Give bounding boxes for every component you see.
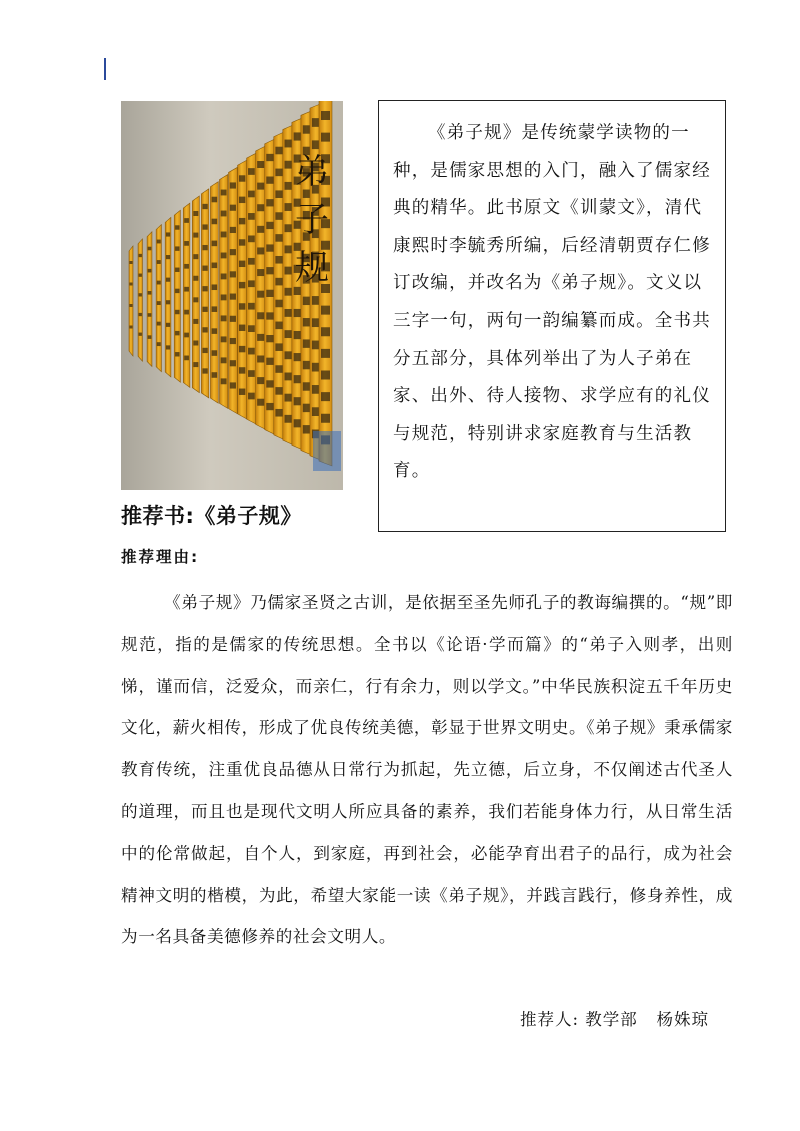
slat-character-mark xyxy=(184,333,189,338)
slat-character-mark xyxy=(202,245,207,250)
slat-character-mark xyxy=(175,225,179,229)
text-cursor-mark xyxy=(104,58,106,80)
slat-character-mark xyxy=(175,310,179,314)
slat-character-mark xyxy=(130,261,133,264)
slat-character-mark xyxy=(212,241,218,247)
slat-character-mark xyxy=(221,211,227,217)
slat-character-mark xyxy=(257,291,264,298)
slat-character-mark xyxy=(321,349,330,358)
slat-character-mark xyxy=(257,226,264,233)
slat-character-mark xyxy=(294,309,302,317)
slat-character-mark xyxy=(248,303,255,310)
slat-character-mark xyxy=(275,300,283,308)
slat-character-mark xyxy=(266,380,273,387)
slat-character-mark xyxy=(257,399,264,406)
slat-character-mark xyxy=(193,233,198,238)
slat-character-mark xyxy=(139,313,142,316)
slat-character-mark xyxy=(294,353,302,361)
photo-title-glyph: 规 xyxy=(295,248,329,288)
slat-character-mark xyxy=(285,288,293,296)
slat-character-mark xyxy=(294,132,302,140)
slat-character-mark xyxy=(275,278,283,286)
slat-character-mark xyxy=(148,313,152,317)
slat-character-mark xyxy=(266,154,273,161)
slat-character-mark xyxy=(212,350,218,356)
slat-character-mark xyxy=(157,260,161,264)
slat-character-mark xyxy=(184,356,189,361)
slat-character-mark xyxy=(157,240,161,244)
slat-character-mark xyxy=(257,334,264,341)
slat-character-mark xyxy=(221,336,227,342)
slat-character-mark xyxy=(321,392,330,401)
slat-character-mark xyxy=(139,274,142,277)
slat-character-mark xyxy=(275,387,283,395)
slat-character-mark xyxy=(285,161,293,169)
slat-character-mark xyxy=(148,269,152,273)
slat-character-mark xyxy=(266,290,273,297)
slat-character-mark xyxy=(248,370,255,377)
slat-character-mark xyxy=(248,348,255,355)
slat-character-mark xyxy=(266,199,273,206)
slat-character-mark xyxy=(148,291,152,295)
slat-character-mark xyxy=(166,232,170,236)
slat-character-mark xyxy=(248,235,255,242)
slat-character-mark xyxy=(193,341,198,346)
slat-character-mark xyxy=(257,161,264,168)
slat-character-mark xyxy=(275,256,283,264)
slat-character-mark xyxy=(157,281,161,285)
slat-character-mark xyxy=(221,273,227,279)
slat-character-mark xyxy=(294,397,302,405)
slat-character-mark xyxy=(239,325,245,331)
slat-character-mark xyxy=(239,239,245,245)
slat-character-mark xyxy=(230,205,236,211)
slat-character-mark xyxy=(139,254,142,257)
slat-character-mark xyxy=(157,342,161,346)
slat-character-mark xyxy=(321,327,330,336)
slat-character-mark xyxy=(266,312,273,319)
slat-character-mark xyxy=(321,414,330,423)
slat-character-mark xyxy=(193,211,198,216)
slat-character-mark xyxy=(257,356,264,363)
slat-character-mark xyxy=(266,222,273,229)
slat-character-mark xyxy=(294,375,302,383)
slat-character-mark xyxy=(175,331,179,335)
dizigui-bamboo-scroll-photo xyxy=(121,101,343,490)
slat-character-mark xyxy=(257,204,264,211)
slat-character-mark xyxy=(230,271,236,277)
bamboo-slat xyxy=(165,217,171,377)
slat-character-mark xyxy=(266,267,273,274)
slat-character-mark xyxy=(148,247,152,251)
slat-character-mark xyxy=(239,261,245,267)
slat-character-mark xyxy=(139,293,142,296)
slat-character-mark xyxy=(294,331,302,339)
slat-character-mark xyxy=(266,177,273,184)
slat-character-mark xyxy=(266,335,273,342)
slat-character-mark xyxy=(275,365,283,373)
slat-character-mark xyxy=(221,315,227,321)
slat-character-mark xyxy=(221,253,227,259)
bamboo-slat xyxy=(219,175,227,409)
slat-character-mark xyxy=(221,190,227,196)
slat-character-mark xyxy=(266,403,273,410)
slat-character-mark xyxy=(239,197,245,203)
slat-character-mark xyxy=(257,377,264,384)
slat-character-mark xyxy=(266,358,273,365)
slat-character-mark xyxy=(275,343,283,351)
slat-character-mark xyxy=(184,287,189,292)
slat-character-mark xyxy=(157,301,161,305)
slat-character-mark xyxy=(184,264,189,269)
slat-character-mark xyxy=(321,371,330,380)
slat-character-mark xyxy=(285,415,293,423)
slat-character-mark xyxy=(248,168,255,175)
slat-character-mark xyxy=(230,382,236,388)
slat-character-mark xyxy=(230,249,236,255)
slat-character-mark xyxy=(248,325,255,332)
slat-character-mark xyxy=(212,306,218,312)
book-description-box: 《弟子规》是传统蒙学读物的一种，是儒家思想的入门，融入了儒家经典的精华。此书原文《训蒙文》，清代康熙时李毓秀所编，后经清朝贾存仁修订改编，并改名为《弟子规》。文义以三字一句，两句一韵编纂而成。全书共分五部分，具体列举出了为人子弟在家、出外、待人接物、求学应有的礼仪与规范，特别讲求家庭教育与生活教育。 xyxy=(378,100,726,532)
slat-character-mark xyxy=(184,241,189,246)
slat-character-mark xyxy=(221,378,227,384)
bamboo-slat xyxy=(210,182,218,403)
slat-character-mark xyxy=(166,300,170,304)
slat-character-mark xyxy=(202,368,207,373)
slat-character-mark xyxy=(202,204,207,209)
slat-character-mark xyxy=(212,263,218,269)
slat-character-mark xyxy=(248,393,255,400)
slat-character-mark xyxy=(248,191,255,198)
slat-character-mark xyxy=(130,326,133,329)
slat-character-mark xyxy=(212,372,218,378)
slat-character-mark xyxy=(285,351,293,359)
slat-character-mark xyxy=(130,304,133,307)
slat-character-mark xyxy=(184,218,189,223)
slat-character-mark xyxy=(275,234,283,242)
slat-character-mark xyxy=(275,169,283,177)
slat-character-mark xyxy=(148,335,152,339)
slat-character-mark xyxy=(257,183,264,190)
slat-character-mark xyxy=(166,345,170,349)
slat-character-mark xyxy=(275,322,283,330)
slat-character-mark xyxy=(166,255,170,259)
bamboo-slat xyxy=(229,167,238,413)
slat-character-mark xyxy=(248,280,255,287)
slat-character-mark xyxy=(285,267,293,275)
slat-character-mark xyxy=(239,367,245,373)
slat-character-mark xyxy=(275,212,283,220)
slat-character-mark xyxy=(294,419,302,427)
slat-character-mark xyxy=(239,346,245,352)
slat-character-mark xyxy=(285,245,293,253)
slat-character-mark xyxy=(193,254,198,259)
slat-character-mark xyxy=(230,227,236,233)
slat-character-mark xyxy=(166,323,170,327)
slat-character-mark xyxy=(285,203,293,211)
bamboo-slat xyxy=(156,225,161,372)
slat-character-mark xyxy=(230,316,236,322)
slat-character-mark xyxy=(184,310,189,315)
slat-character-mark xyxy=(212,219,218,225)
slat-character-mark xyxy=(221,357,227,363)
slat-character-mark xyxy=(294,287,302,295)
slat-character-mark xyxy=(166,278,170,282)
slat-character-mark xyxy=(239,175,245,181)
slat-character-mark xyxy=(202,307,207,312)
slat-character-mark xyxy=(239,282,245,288)
recommendation-reason-text: 《弟子规》乃儒家圣贤之古训，是依据至圣先师孔子的教诲编撰的。“规”即规范，指的是儒家的传统思想。全书以《论语·学而篇》的“弟子入则孝，出则悌，谨而信，泛爱众，而亲仁，行有余力，则以学文。”中华民族积淀五千年历史文化，薪火相传，形成了优良传统美德，彰显于世界文明史。《弟子规》秉承儒家教育传统，注重优良品德从日常行为抓起，先立德，后立身，不仅阐述古代圣人的道理，而且也是现代文明人所应具备的素养，我们若能身体力行，从日常生活中的伦常做起，自个人，到家庭，再到社会，必能孕育出君子的品行，成为社会精神文明的楷模，为此，希望大家能一读《弟子规》，并践言践行，修身养性，成为一名具备美德修养的社会文明人。 xyxy=(121,593,733,947)
recommender-line: 推荐人: 教学部 杨姝琼 xyxy=(520,1010,710,1029)
bamboo-slat xyxy=(201,189,208,398)
slat-character-mark xyxy=(257,312,264,319)
slat-character-mark xyxy=(285,373,293,381)
slat-character-mark xyxy=(285,309,293,317)
slat-character-mark xyxy=(275,147,283,155)
slat-character-mark xyxy=(212,284,218,290)
slat-character-mark xyxy=(275,190,283,198)
slat-character-mark xyxy=(248,213,255,220)
slat-character-mark xyxy=(321,111,330,120)
slat-character-mark xyxy=(285,330,293,338)
slat-character-mark xyxy=(239,303,245,309)
slat-character-mark xyxy=(221,232,227,238)
slat-character-mark xyxy=(130,283,133,286)
slat-character-mark xyxy=(193,276,198,281)
slat-character-mark xyxy=(239,389,245,395)
slat-character-mark xyxy=(212,197,218,203)
slat-character-mark xyxy=(202,266,207,271)
slat-character-mark xyxy=(230,338,236,344)
slat-character-mark xyxy=(175,289,179,293)
bamboo-slat xyxy=(138,239,142,361)
slat-character-mark xyxy=(175,246,179,250)
slat-character-mark xyxy=(285,224,293,232)
slat-character-mark xyxy=(230,294,236,300)
slat-character-mark xyxy=(321,306,330,315)
book-title: 推荐书:《弟子规》 xyxy=(121,504,302,528)
slat-character-mark xyxy=(202,327,207,332)
slat-character-mark xyxy=(202,286,207,291)
slat-character-mark xyxy=(266,244,273,251)
slat-character-mark xyxy=(202,224,207,229)
slat-character-mark xyxy=(175,268,179,272)
slat-character-mark xyxy=(285,182,293,190)
slat-character-mark xyxy=(248,258,255,265)
slat-character-mark xyxy=(285,394,293,402)
slat-character-mark xyxy=(285,140,293,148)
slat-character-mark xyxy=(275,409,283,417)
slat-character-mark xyxy=(193,362,198,367)
slat-character-mark xyxy=(193,319,198,324)
recommendation-reason-label: 推荐理由: xyxy=(121,548,200,566)
photo-title-glyph: 子 xyxy=(295,200,329,240)
photo-title-glyph: 弟 xyxy=(295,152,329,192)
slat-character-mark xyxy=(193,297,198,302)
slat-character-mark xyxy=(212,328,218,334)
slat-character-mark xyxy=(157,322,161,326)
slat-character-mark xyxy=(175,352,179,356)
slat-character-mark xyxy=(230,360,236,366)
slat-character-mark xyxy=(239,218,245,224)
slat-character-mark xyxy=(221,294,227,300)
slat-character-mark xyxy=(321,133,330,142)
slat-character-mark xyxy=(139,333,142,336)
slat-character-mark xyxy=(257,247,264,254)
slat-character-mark xyxy=(257,269,264,276)
slat-character-mark xyxy=(202,348,207,353)
bamboo-slat xyxy=(147,232,152,367)
slat-character-mark xyxy=(230,182,236,188)
